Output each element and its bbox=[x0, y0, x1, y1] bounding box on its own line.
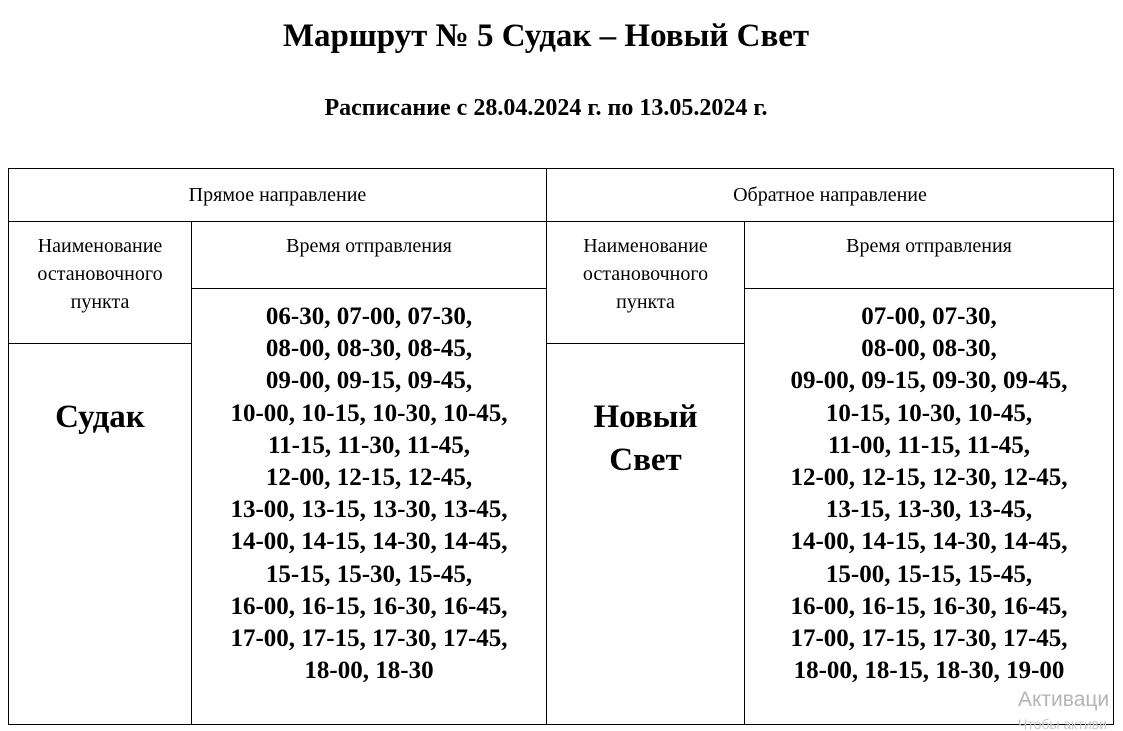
departure-time-line: 08-00, 08-30, 08-45, bbox=[265, 335, 473, 363]
return-stop-column-header: Наименование остановочного пункта bbox=[546, 221, 745, 344]
departure-time-line: 17-00, 17-15, 17-30, 17-45, bbox=[790, 625, 1068, 653]
departure-time-line: 17-00, 17-15, 17-30, 17-45, bbox=[230, 625, 508, 653]
departure-time-line: 09-00, 09-15, 09-45, bbox=[265, 367, 473, 395]
forward-time-column-header: Время отправления bbox=[191, 221, 547, 289]
activation-watermark-subtext: Чтобы активи bbox=[1018, 716, 1107, 731]
departure-time-line: 10-15, 10-30, 10-45, bbox=[825, 399, 1033, 427]
forward-direction-header: Прямое направление bbox=[8, 168, 547, 222]
departure-time-line: 06-30, 07-00, 07-30, bbox=[265, 303, 473, 330]
departure-time-line: 07-00, 07-30, bbox=[861, 303, 997, 330]
departure-time-line: 10-00, 10-15, 10-30, 10-45, bbox=[230, 399, 508, 427]
return-times-list bbox=[790, 301, 1067, 687]
departure-time-line: 12-00, 12-15, 12-45, bbox=[265, 464, 473, 492]
departure-time-line: 15-15, 15-30, 15-45, bbox=[265, 560, 473, 588]
forward-times-list bbox=[230, 301, 507, 687]
forward-stop-name: Судак bbox=[8, 343, 192, 725]
departure-time-line: 16-00, 16-15, 16-30, 16-45, bbox=[230, 592, 508, 620]
page-title: Маршрут № 5 Судак – Новый Свет bbox=[282, 18, 810, 54]
return-departure-times bbox=[744, 288, 1114, 725]
schedule-period: Расписание с 28.04.2024 г. по 13.05.2024 г. bbox=[324, 95, 768, 121]
departure-time-line: 11-15, 11-30, 11-45, bbox=[267, 431, 471, 459]
departure-time-line: 18-00, 18-15, 18-30, 19-00 bbox=[793, 657, 1065, 685]
departure-time-line: 14-00, 14-15, 14-30, 14-45, bbox=[230, 528, 508, 556]
departure-time-line: 09-00, 09-15, 09-30, 09-45, bbox=[790, 367, 1068, 395]
departure-time-line: 13-00, 13-15, 13-30, 13-45, bbox=[230, 496, 508, 524]
departure-time-line: 08-00, 08-30, bbox=[861, 335, 997, 363]
departure-time-line: 14-00, 14-15, 14-30, 14-45, bbox=[790, 528, 1068, 556]
departure-time-line: 13-15, 13-30, 13-45, bbox=[825, 496, 1033, 524]
return-stop-name: Новый Свет bbox=[546, 343, 745, 725]
departure-time-line: 12-00, 12-15, 12-30, 12-45, bbox=[790, 464, 1068, 492]
departure-time-line: 16-00, 16-15, 16-30, 16-45, bbox=[790, 592, 1068, 620]
forward-departure-times bbox=[191, 288, 547, 725]
forward-stop-column-header: Наименование остановочного пункта bbox=[8, 221, 192, 344]
departure-time-line: 15-00, 15-15, 15-45, bbox=[825, 560, 1033, 588]
return-direction-header: Обратное направление bbox=[546, 168, 1114, 222]
return-time-column-header: Время отправления bbox=[744, 221, 1114, 289]
departure-time-line: 18-00, 18-30 bbox=[304, 657, 434, 685]
activation-watermark: Активаци bbox=[1018, 688, 1110, 711]
departure-time-line: 11-00, 11-15, 11-45, bbox=[827, 431, 1031, 459]
